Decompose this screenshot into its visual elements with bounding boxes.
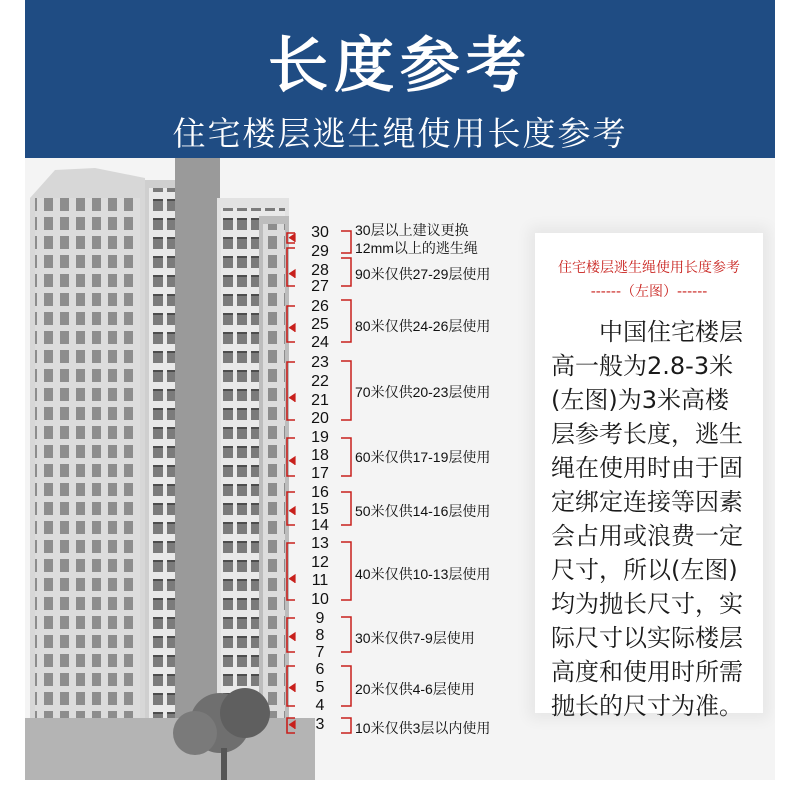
floor-label: 16: [311, 484, 329, 501]
floor-label: 21: [311, 392, 329, 409]
floor-label: 12: [311, 554, 329, 571]
range-label: 40米仅供10-13层使用: [355, 566, 491, 582]
floor-label: 28: [311, 262, 329, 279]
note-subtitle: ------（左图）------: [590, 284, 708, 300]
note-card: [535, 233, 763, 720]
floor-label: 13: [311, 535, 329, 552]
floor-label: 10: [311, 591, 329, 608]
floor-label: 9: [315, 610, 325, 627]
floor-label: 15: [311, 501, 329, 518]
floor-label: 3: [315, 716, 325, 733]
range-brackets: [341, 231, 351, 733]
floor-label: 29: [311, 243, 329, 260]
range-label: 50米仅供14-16层使用: [355, 503, 491, 519]
floor-label: 18: [311, 447, 329, 464]
floor-label: 11: [311, 572, 329, 589]
range-label: 80米仅供24-26层使用: [355, 318, 491, 334]
floor-label: 24: [311, 334, 329, 351]
header-banner: [25, 0, 775, 158]
range-label: 30米仅供7-9层使用: [355, 630, 475, 646]
range-label: 90米仅供27-29层使用: [355, 266, 491, 282]
page-title: 长度参考: [268, 31, 532, 101]
note-title: 住宅楼层逃生绳使用长度参考: [558, 260, 740, 276]
floor-label: 22: [311, 373, 329, 390]
range-label: 30层以上建议更换: [355, 222, 469, 238]
range-label: 12mm以上的逃生绳: [355, 240, 478, 256]
floor-label: 17: [311, 465, 329, 482]
floor-label: 26: [311, 298, 329, 315]
floor-label: 6: [315, 661, 325, 678]
floor-label: 4: [315, 697, 325, 714]
range-label: 70米仅供20-23层使用: [355, 384, 491, 400]
floor-label: 14: [311, 517, 329, 534]
range-label: 60米仅供17-19层使用: [355, 449, 491, 465]
floor-label: 23: [311, 354, 329, 371]
range-label: 10米仅供3层以内使用: [355, 720, 491, 736]
note-body: 中国住宅楼层高一般为2.8-3米(左图)为3米高楼层参考长度，逃生绳在使用时由于固定绑定连接等因素会占用或浪费一定尺寸，所以(左图)均为抛长尺寸，实际尺寸以实际楼层高度和使用时所需抛长的尺寸为准。: [551, 318, 743, 720]
floor-label: 27: [311, 278, 329, 295]
arrow-marks: [289, 234, 295, 729]
range-label: 20米仅供4-6层使用: [355, 681, 475, 697]
page-subtitle: 住宅楼层逃生绳使用长度参考: [172, 114, 628, 153]
floor-label: 25: [311, 316, 329, 333]
floor-label: 19: [311, 429, 329, 446]
floor-label: 5: [315, 679, 325, 696]
floor-label: 30: [311, 224, 329, 241]
building-photo: [25, 158, 775, 780]
floor-label: 7: [315, 644, 325, 661]
floor-label: 8: [315, 627, 325, 644]
floor-label: 20: [311, 410, 329, 427]
